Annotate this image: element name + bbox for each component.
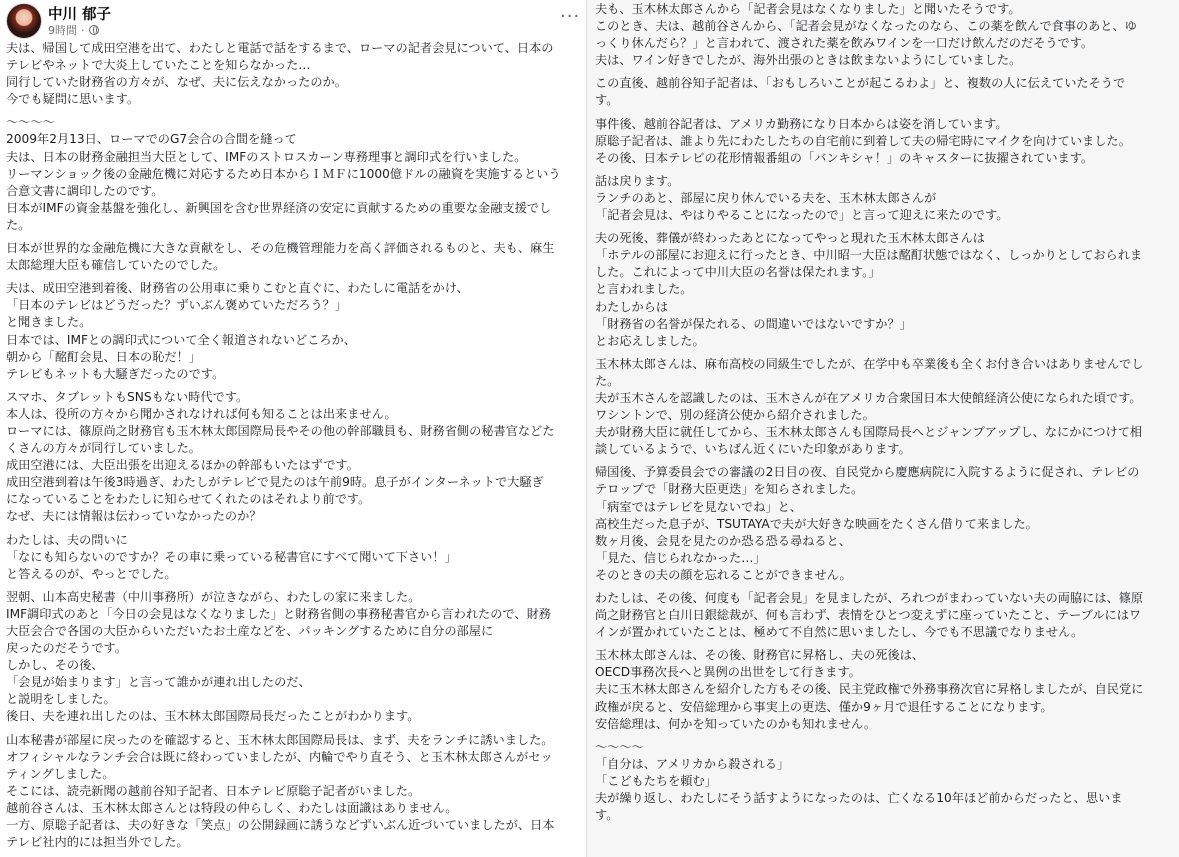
text-line: 安倍総理は、何かを知っていたのかも知れません。 (595, 716, 877, 731)
text-line: わたしは、夫の問いに (6, 532, 128, 547)
paragraph (6, 532, 580, 583)
text-line: そのときの夫の顔を忘れることができません。 (595, 567, 852, 582)
paragraph (595, 230, 1173, 350)
text-line: ランチのあと、部屋に戻り休んでいる夫を、玉木林太郎さんが (595, 190, 937, 205)
text-line: 玉木林太郎さんは、その後、財務官に昇格し、夫の死後は、 (595, 648, 925, 663)
post-header (0, 0, 586, 40)
paragraph (595, 590, 1173, 641)
text-line: 政権が戻ると、安倍総理から事実上の更迭、僅か9ヶ月で退任することになります。 (595, 699, 1053, 714)
text-line: と聞きました。 (6, 315, 92, 330)
text-line: 玉木林太郎さんは、麻布高校の同級生でしたが、在学中も卒業後も全くお付き合いはありませんでし (595, 356, 1144, 371)
paragraph (6, 240, 580, 274)
text-line: そこには、読売新聞の越前谷知子記者、日本テレビ原聡子記者がいました。 (6, 783, 421, 798)
paragraph (6, 389, 580, 526)
text-line: 夫が財務大臣に就任してから、玉木林太郎さんも国際局長へとジャンプアップし、なにかにつけて相 (595, 425, 1143, 440)
text-line: 夫も、玉木林太郎さんから「記者会見はなくなりました」と聞いたそうです。 (595, 2, 1021, 16)
text-line: オフィシャルなランチ会合は既に終わっていましたが、内輪でやり直そう、と玉木林太郎さんがセッ (6, 749, 553, 764)
text-line: 「自分は、アメリカから殺される」 (595, 756, 790, 771)
paragraph (595, 116, 1173, 167)
text-line: OECD事務次長へと異例の出世をして行きます。 (595, 665, 861, 680)
text-line: 夫は、帰国して成田空港を出て、わたしと電話で話をするまで、ローマの記者会見について、日本の (6, 41, 554, 55)
text-line: 山本秘書が部屋に戻ったのを確認すると、玉木林太郎国際局長は、まず、夫をランチに誘いました。 (6, 732, 554, 747)
text-line: 越前谷さんは、玉木林太郎さんとは特段の仲らしく、わたしは面識はありません。 (6, 800, 458, 815)
text-line: 事件後、越前谷記者は、アメリカ勤務になり日本からは姿を消しています。 (595, 116, 1008, 131)
text-line: 本人は、役所の方々から聞かされなければ何も知ることは出来ません。 (6, 406, 397, 421)
paragraph (595, 739, 1173, 824)
text-line: インが置かれていたことは、極めて不自然に思いましたし、今でも不思議でなりません。 (595, 625, 1084, 640)
post-timestamp[interactable]: 9時間 (48, 24, 77, 37)
text-line: た。 (6, 217, 31, 232)
text-line: 夫が玉木さんを認識したのは、玉木さんが在アメリカ合衆国日本大使館経済公使になられた頃です。 (595, 390, 1142, 405)
text-line: スマホ、タブレットもSNSもない時代です。 (6, 389, 249, 404)
text-line: このとき、夫は、越前谷さんから、「記者会見がなくなったのなら、この薬を飲んで食事のあと、ゆ (595, 19, 1137, 34)
text-line: 「見た、信じられなかった…」 (595, 550, 766, 565)
text-line: 朝から「酩酊会見、日本の恥だ！」 (6, 349, 201, 364)
text-line: になっていることをわたしに知らせてくれたのはそれより前です。 (6, 492, 371, 507)
paragraph (6, 280, 580, 383)
post-body-right (587, 0, 1179, 824)
text-line: 「なにも知らないのですか？その車に乗っている秘書官にすべて聞いて下さい！」 (6, 549, 457, 564)
text-line: した。これによって中川大臣の名誉は保たれます。」 (595, 265, 881, 280)
text-line: 戻ったのだそうです。 (6, 641, 127, 656)
text-line: 夫は、成田空港到着後、財務省の公用車に乗りこむと直ぐに、わたしに電話をかけ、 (6, 281, 469, 296)
text-line: 夫は、日本の財務金融担当大臣として、IMFのストロスカーン専務理事と調印式を行いました。 (6, 149, 527, 164)
text-line: と答えるのが、やっとでした。 (6, 566, 177, 581)
text-line: テレビやネットで大炎上していたことを知らなかった… (6, 58, 311, 73)
text-line: す。 (595, 93, 619, 108)
text-line: 「財務省の名誉が保たれる、の間違いではないですか？」 (595, 316, 912, 331)
post-left-column (0, 0, 586, 857)
globe-icon (89, 25, 99, 35)
paragraph (6, 114, 580, 234)
text-line: 大臣会合で各国の大臣からいただいたお土産などを、パッキングするために自分の部屋に (6, 624, 494, 638)
text-line: 夫の死後、葬儀が終わったあとになってやっと現れた玉木林太郎さんは (595, 231, 985, 246)
text-line: 夫は、ワイン好きでしたが、海外出張のときは飲まないようにしていました。 (595, 53, 1022, 68)
text-line: 翌朝、山本高史秘書（中川事務所）が泣きながら、わたしの家に来ました。 (6, 589, 421, 604)
text-line: 「ホテルの部屋にお迎えに行ったとき、中川昭一大臣は酩酊状態ではなく、しっかりとしておられま (595, 248, 1143, 263)
text-line: っくり休んだら？」と言われて、渡された薬を飲みワインを一口だけ飲んだのだそうです。 (595, 36, 1094, 51)
text-line: くさんの方々が同行していました。 (6, 441, 201, 456)
text-line: わたしからは (595, 299, 669, 314)
text-line: 「会見が始まります」と言って誰かが連れ出したのだ、 (6, 675, 311, 690)
post-meta: 9時間 · (48, 22, 99, 38)
text-line: す。 (595, 808, 619, 823)
text-line: 〜〜〜〜 (595, 739, 644, 754)
text-line: と説明をしました。 (6, 692, 116, 707)
text-line: わたしは、その後、何度も「記者会見」を見ましたが、ろれつがまわっていない夫の両脇には、篠原 (595, 591, 1144, 605)
avatar[interactable] (6, 3, 42, 39)
text-line: 日本がIMFの資金基盤を強化し、新興国を含む世界経済の安定に貢献するための重要な金融支援でし (6, 200, 552, 215)
more-options-button[interactable]: ··· (560, 6, 581, 27)
text-line: ローマには、篠原尚之財務官も玉木林太郎国際局長やその他の幹部職員も、財務省側の秘書官などた (6, 423, 555, 438)
text-line: その後、日本テレビの花形情報番組の「バンキシャ！」のキャスターに抜擢されています。 (595, 150, 1094, 165)
text-line: 成田空港到着は午後3時過ぎ、わたしがテレビで見たのは午前9時。息子がインターネットで大騒ぎ (6, 475, 544, 490)
text-line: テロップで「財務大臣更迭」を知らされました。 (595, 482, 864, 497)
text-line: 「日本のテレビはどうだった？ずいぶん褒めていただろう？」 (6, 298, 348, 313)
text-line: 夫に玉木林太郎さんを紹介した方もその後、民主党政権で外務事務次官に昇格しましたが、自民党に (595, 682, 1144, 697)
paragraph (595, 464, 1173, 584)
text-line: しかし、その後、 (6, 658, 104, 673)
text-line: 原聡子記者は、誰より先にわたしたちの自宅前に到着して夫の帰宅時にマイクを向けていました。 (595, 133, 1131, 148)
text-line: なぜ、夫には情報は伝わっていなかったのか？ (6, 509, 262, 524)
paragraph (6, 589, 580, 726)
text-line: と言われました。 (595, 282, 693, 297)
text-line: 後日、夫を連れ出したのは、玉木林太郎国際局長だったことがわかります。 (6, 709, 420, 724)
text-line: 日本が世界的な金融危機に大きな貢献をし、その危機管理能力を高く評価されるものと、夫も、麻生 (6, 241, 555, 256)
paragraph (6, 40, 580, 108)
post-body-left (0, 40, 586, 851)
text-line: 「こどもたちを頼む」 (595, 773, 717, 788)
paragraph (595, 1, 1173, 69)
text-line: 太郎総理大臣も確信していたのでした。 (6, 258, 226, 273)
text-line: ティングしました。 (6, 766, 115, 781)
text-line: 「記者会見は、やはりやることになったので」と言って迎えに来たのです。 (595, 208, 1009, 223)
text-line: テレビもネットも大騒ぎだったのです。 (6, 366, 225, 381)
text-line: 「病室ではテレビを見ないでね」と、 (595, 499, 802, 514)
text-line: 成田空港には、大臣出張を出迎えるほかの幹部もいたはずです。 (6, 458, 359, 473)
text-line: 同行していた財務省の方々が、なぜ、夫に伝えなかったのか。 (6, 75, 347, 90)
paragraph (595, 647, 1173, 732)
text-line: 合意文書に調印したのです。 (6, 183, 164, 198)
text-line: 夫が繰り返し、わたしにそう話すようになったのは、亡くなる10年ほど前からだったと、思いま (595, 791, 1123, 806)
text-line: テレビ社内的には担当外でした。 (6, 835, 189, 850)
text-line: 2009年2月13日、ローマでのG7会合の合間を縫って (6, 132, 297, 147)
author-name[interactable]: 中川 郁子 (48, 7, 112, 23)
text-line: 談しているようで、いちばん近くにいた印象があります。 (595, 442, 911, 457)
text-line: 日本では、IMFとの調印式について全く報道されないどころか、 (6, 332, 356, 347)
text-line: 今でも疑問に思います。 (6, 92, 140, 107)
text-line: IMF調印式のあと「今日の会見はなくなりました」と財務省側の事務秘書官から言われたので、財務 (6, 606, 551, 621)
text-line: 帰国後、予算委員会での審議の2日目の夜、自民党から慶應病院に入院するように促され、テレビの (595, 465, 1140, 480)
text-line: 話は戻ります。 (595, 173, 680, 188)
text-line: 尚之財務官と白川日銀総裁が、何も言わず、表情をひとつ変えずに座っていたこと、テーブルにはワ (595, 608, 1142, 623)
text-line: た。 (595, 373, 620, 388)
text-line: 一方、原聡子記者は、夫の好きな「笑点」の公開録画に誘うなどずいぶん近づいていましたが、日本 (6, 818, 555, 833)
paragraph (595, 356, 1173, 459)
text-line: 数ヶ月後、会見を見たのか恐る恐る尋ねると、 (595, 533, 851, 548)
text-line: ワシントンで、別の経済公使から紹介されました。 (595, 408, 875, 423)
paragraph (595, 173, 1173, 224)
text-line: 高校生だった息子が、TSUTAYAで夫が大好きな映画をたくさん借りて来ました。 (595, 516, 1038, 531)
post-right-column (586, 0, 1179, 857)
paragraph (595, 75, 1173, 109)
paragraph (6, 732, 580, 852)
text-line: リーマンショック後の金融危機に対応するため日本からＩＭＦに1000億ドルの融資を実施するという (6, 166, 561, 181)
text-line: 〜〜〜〜 (6, 115, 55, 130)
text-line: この直後、越前谷知子記者は、「おもしろいことが起こるわよ」と、複数の人に伝えていたそうで (595, 76, 1126, 91)
text-line: とお応えしました。 (595, 333, 705, 348)
